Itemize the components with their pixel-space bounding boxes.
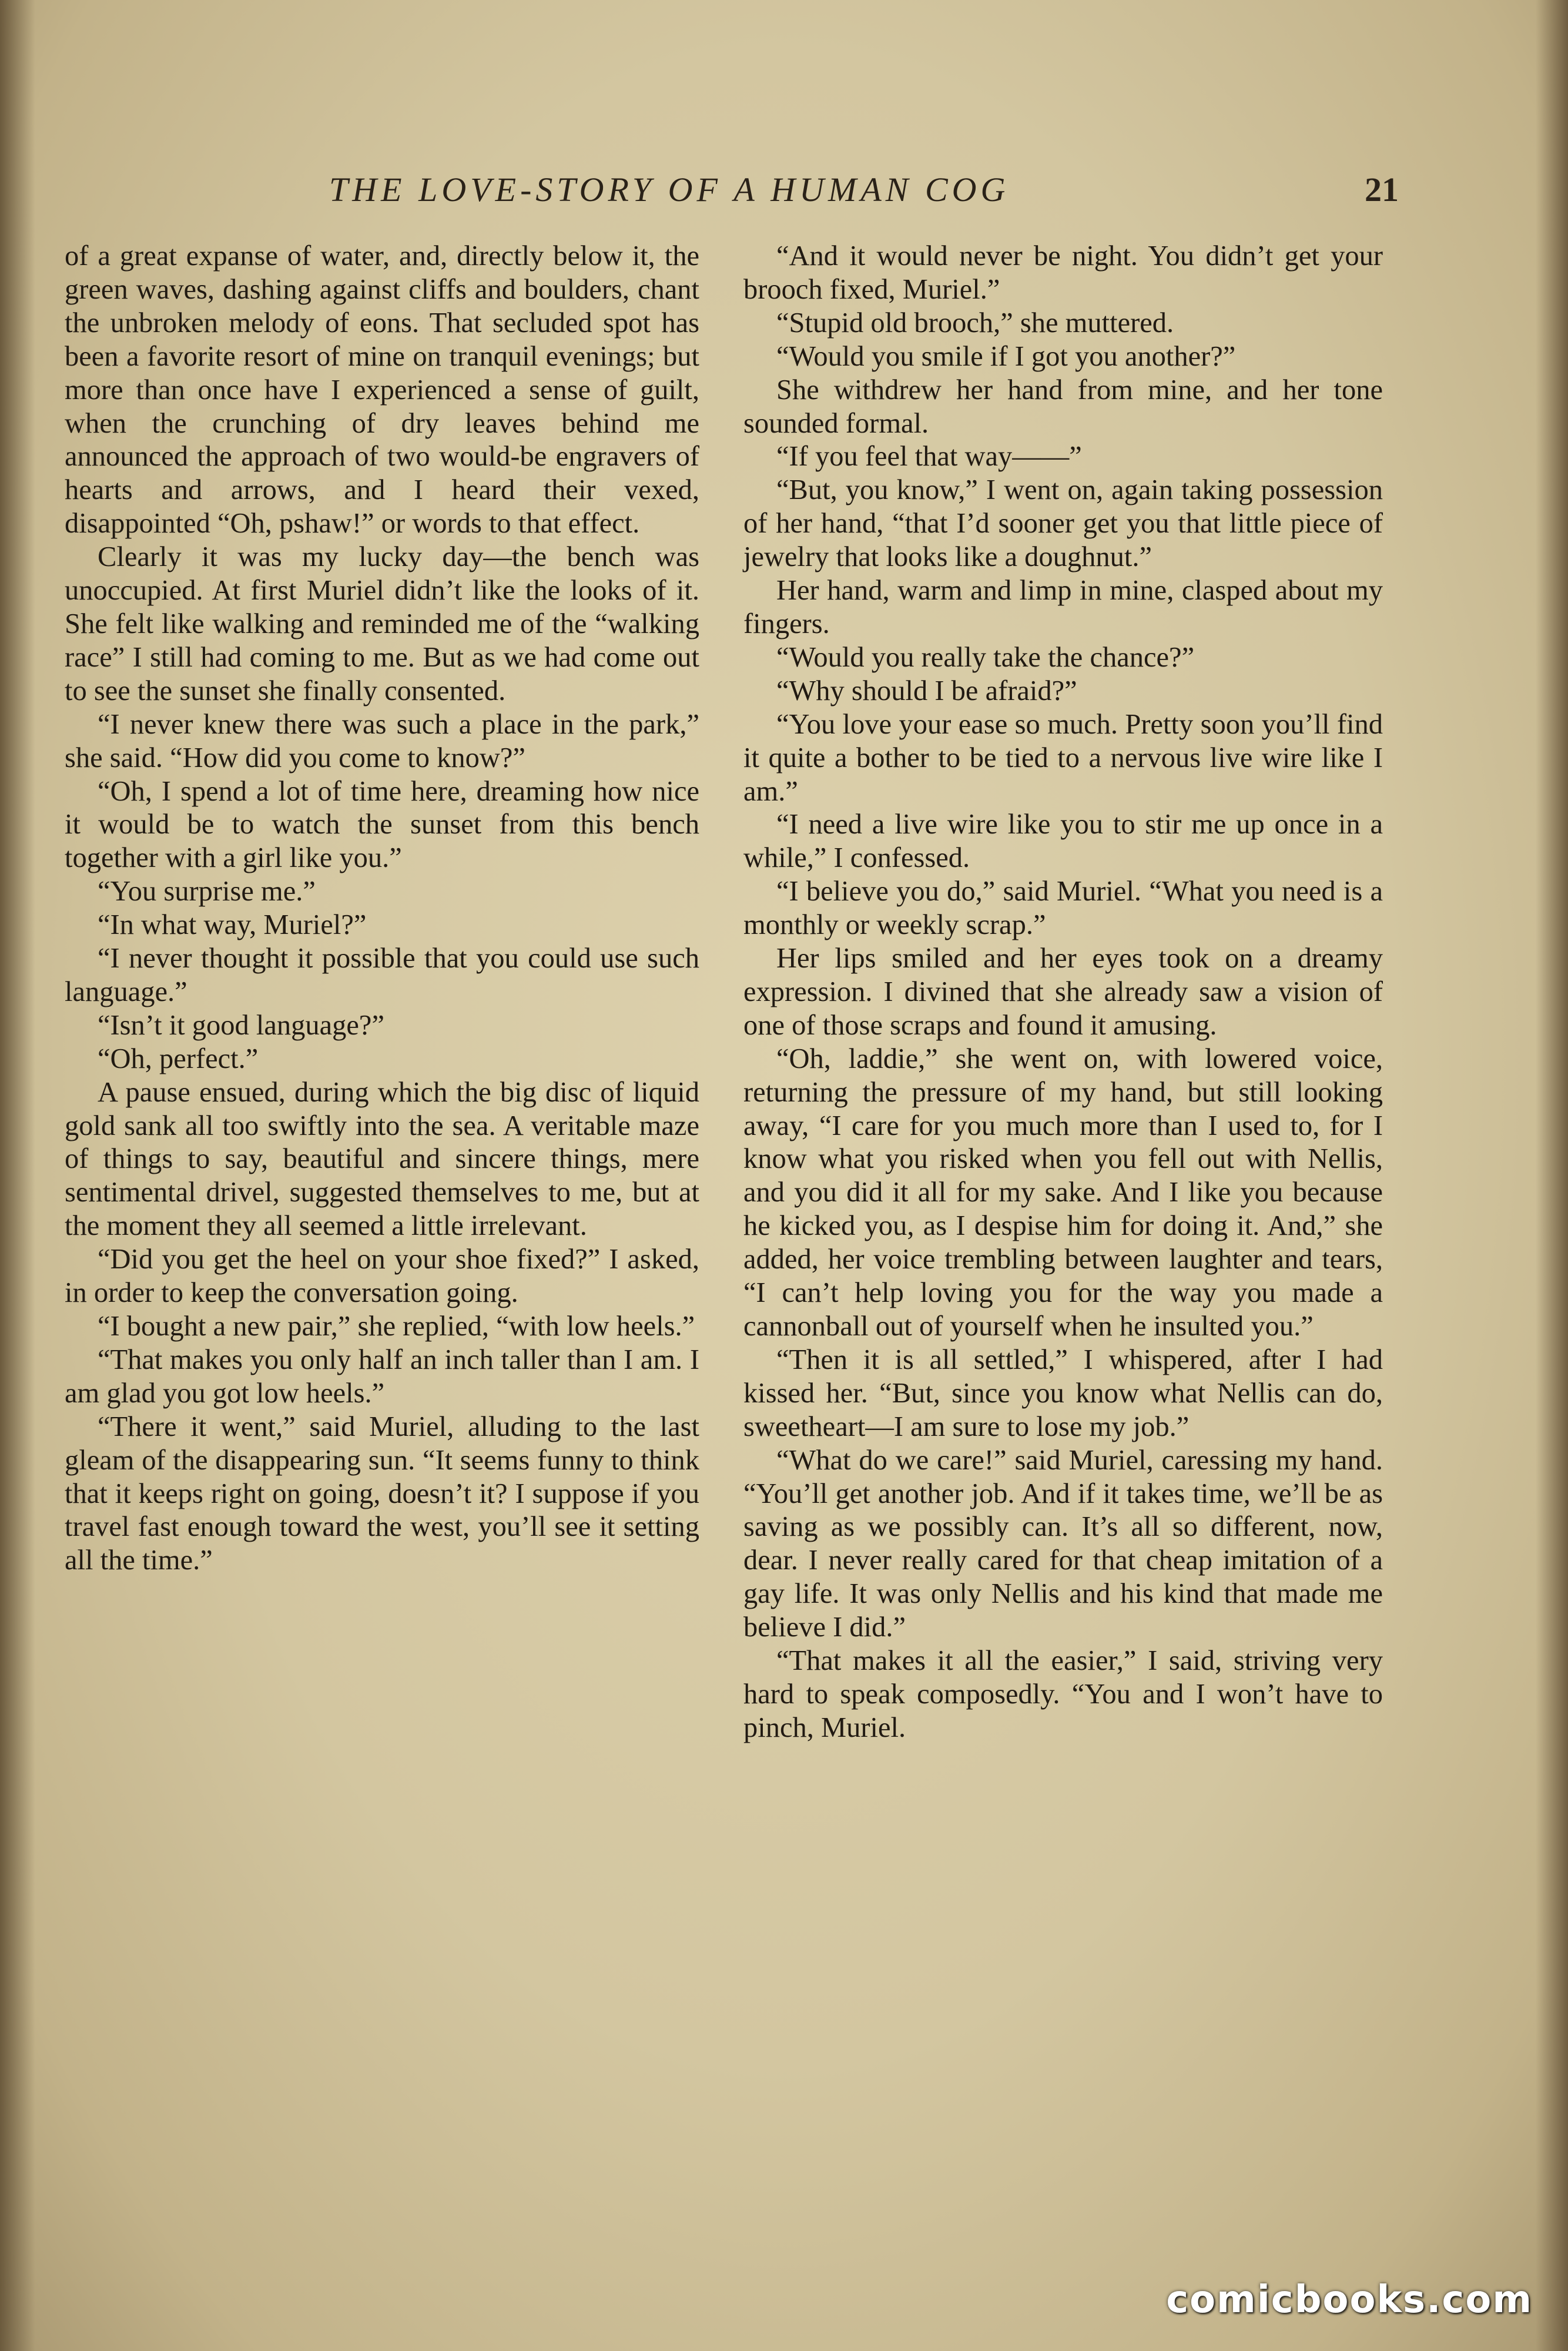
page-header bbox=[329, 166, 1399, 213]
paragraph: A pause ensued, during which the big disc of liquid gold sank all too swiftly into the sea. A veritable maze of things to say, beautiful and sincere things, mere sentimental drivel, suggested themselves to me, but at the moment they all seemed a little irrelevant. bbox=[65, 1076, 699, 1242]
paragraph: “That makes you only half an inch taller than I am. I am glad you got low heels.” bbox=[65, 1344, 699, 1409]
page-edge-shadow-right bbox=[1536, 0, 1568, 2351]
paragraph: Clearly it was my lucky day—the bench was unoccupied. At first Muriel didn’t like the looks of it. She felt like walking and reminded me of the “walking race” I still had coming to me. But as we had come out to see the sunset she finally consented. bbox=[65, 541, 699, 706]
paragraph: “That makes it all the easier,” I said, striving very hard to speak composedly. “You and I won’t have to pinch, Muriel. bbox=[743, 1645, 1383, 1743]
paragraph: “In what way, Muriel?” bbox=[98, 909, 367, 941]
paragraph: “Stupid old brooch,” she muttered. bbox=[776, 307, 1174, 339]
paragraph: She withdrew her hand from mine, and her tone sounded formal. bbox=[743, 374, 1383, 439]
running-title: THE LOVE-STORY OF A HUMAN COG bbox=[329, 170, 1010, 209]
paragraph: “Would you really take the chance?” bbox=[776, 641, 1195, 673]
paragraph: “Why should I be afraid?” bbox=[776, 675, 1077, 706]
paragraph: “Oh, perfect.” bbox=[98, 1043, 259, 1074]
paragraph: “You surprise me.” bbox=[98, 876, 316, 907]
paragraph: Her lips smiled and her eyes took on a dreamy expression. I divined that she already saw a vision of one of those scraps and found it amusing. bbox=[743, 943, 1383, 1041]
right-text-column bbox=[743, 240, 1383, 1745]
paragraph: “Oh, I spend a lot of time here, dreaming how nice it would be to watch the sunset from this bench together with a girl like you.” bbox=[65, 775, 699, 874]
paragraph: “There it went,” said Muriel, alluding to the last gleam of the disappearing sun. “It seems funny to think that it keeps right on going, doesn’t it? I suppose if you travel fast enough toward the west, you’ll see it setting all the time.” bbox=[65, 1411, 699, 1576]
paragraph: “I believe you do,” said Muriel. “What you need is a monthly or weekly scrap.” bbox=[743, 876, 1383, 941]
left-text-column bbox=[65, 240, 699, 1578]
paragraph: “Then it is all settled,” I whispered, after I had kissed her. “But, since you know what Nellis can do, sweetheart—I am sure to lose my job.” bbox=[743, 1344, 1383, 1442]
site-watermark: comicbooks.com bbox=[1166, 2278, 1533, 2322]
paragraph: “I never knew there was such a place in the park,” she said. “How did you come to know?” bbox=[65, 708, 699, 773]
paragraph: “Would you smile if I got you another?” bbox=[776, 340, 1236, 372]
paragraph: “But, you know,” I went on, again taking possession of her hand, “that I’d sooner get you that little piece of jewelry that looks like a doughnut.” bbox=[743, 474, 1383, 573]
paragraph: “Isn’t it good language?” bbox=[98, 1009, 384, 1041]
paragraph: “What do we care!” said Muriel, caressing my hand. “You’ll get another job. And if it takes time, we’ll be as saving as we possibly can. It’s all so different, now, dear. I never really cared for that cheap imitation of a gay life. It was only Nellis and his kind that made me believe I did.” bbox=[743, 1444, 1383, 1643]
page-number: 21 bbox=[1365, 170, 1399, 209]
paragraph: “I need a live wire like you to stir me up once in a while,” I confessed. bbox=[743, 809, 1383, 874]
paragraph: “Oh, laddie,” she went on, with lowered voice, returning the pressure of my hand, but still looking away, “I care for you much more than I used to, for I know what you risked when you fell out with Nellis, and you did it all for my sake. And I like you because he kicked you, as I despise him for doing it. And,” she added, her voice trembling between laughter and tears, “I can’t help loving you for the way you made a cannonball out of yourself when he insulted you.” bbox=[743, 1043, 1383, 1342]
paragraph: of a great expanse of water, and, directly below it, the green waves, dashing against cliffs and boulders, chant the unbroken melody of eons. That secluded spot has been a favorite resort of mine on tranquil evenings; but more than once have I experienced a sense of guilt, when the crunching of dry leaves behind me announced the approach of two would-be engravers of hearts and arrows, and I heard their vexed, disappointed “Oh, pshaw!” or words to that effect. bbox=[65, 240, 699, 540]
paragraph: “Did you get the heel on your shoe fixed?” I asked, in order to keep the conversation going. bbox=[65, 1244, 699, 1309]
paragraph: “I bought a new pair,” she replied, “with low heels.” bbox=[98, 1311, 695, 1342]
paragraph: “I never thought it possible that you could use such language.” bbox=[65, 943, 699, 1007]
page-edge-shadow-left bbox=[0, 0, 35, 2351]
paragraph: Her hand, warm and limp in mine, clasped about my fingers. bbox=[743, 575, 1383, 639]
paragraph: “And it would never be night. You didn’t get your brooch fixed, Muriel.” bbox=[743, 240, 1383, 305]
paragraph: “You love your ease so much. Pretty soon you’ll find it quite a bother to be tied to a nervous live wire like I am.” bbox=[743, 708, 1383, 807]
paragraph: “If you feel that way——” bbox=[776, 441, 1082, 473]
